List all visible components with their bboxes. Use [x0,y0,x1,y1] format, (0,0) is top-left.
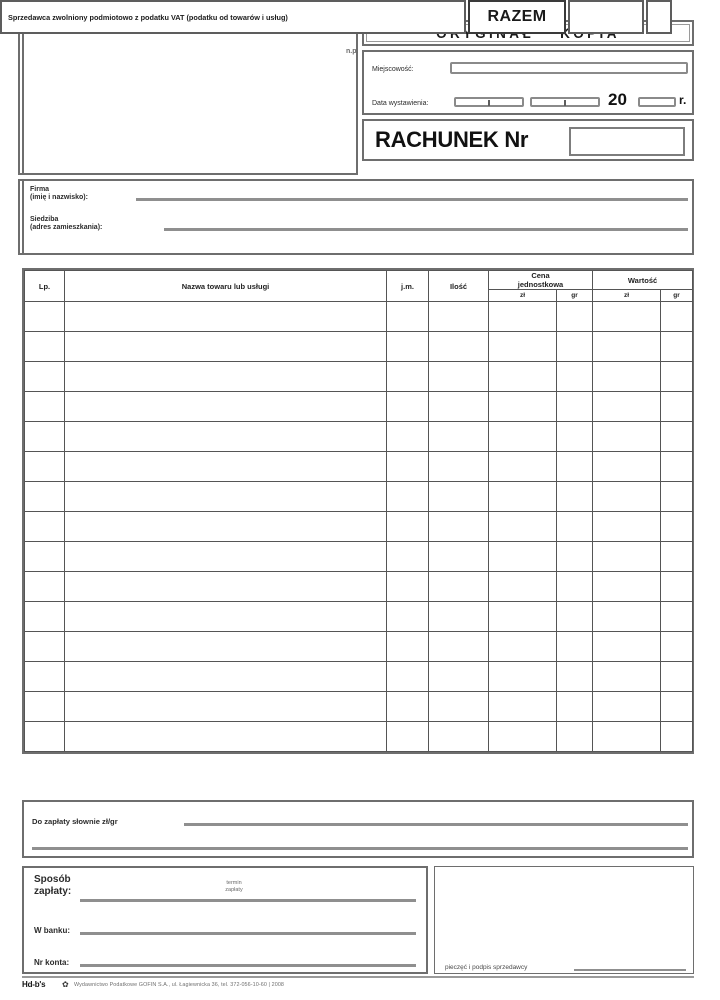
cell-name[interactable] [65,692,387,722]
cell-price-gr[interactable] [557,302,593,332]
cell-name[interactable] [65,392,387,422]
cell-price-zl[interactable] [489,602,557,632]
date-year-suffix: r. [679,93,687,107]
cell-price-zl[interactable] [489,422,557,452]
flower-icon: ✿ [62,980,69,989]
cell-lp[interactable] [25,722,65,752]
table-row [25,332,693,362]
cell-value-gr[interactable] [661,422,693,452]
table-row [25,662,693,692]
cell-price-gr[interactable] [557,542,593,572]
table-row [25,422,693,452]
cell-value-gr[interactable] [661,362,693,392]
cell-unit[interactable] [387,692,429,722]
cell-lp[interactable] [25,452,65,482]
bank-input[interactable] [80,932,416,935]
cell-qty[interactable] [429,302,489,332]
cell-price-zl[interactable] [489,692,557,722]
vat-exemption-note [0,0,466,34]
cell-price-gr[interactable] [557,662,593,692]
table-row [25,392,693,422]
cell-price-gr[interactable] [557,722,593,752]
payment-term-hint-line1: termin [226,880,242,886]
table-row [25,512,693,542]
cell-qty[interactable] [429,512,489,542]
th-unit-price-line2: jednostkowa [517,280,564,289]
table-row [25,302,693,332]
th-value: Wartość [593,271,693,290]
cell-value-gr[interactable] [661,452,693,482]
amount-in-words-input-line1[interactable] [184,823,688,826]
city-input[interactable] [450,62,688,74]
cell-qty[interactable] [429,422,489,452]
buyer-siedziba-input[interactable] [164,228,688,231]
cell-price-gr[interactable] [557,392,593,422]
city-date-section [362,50,694,115]
buyer-firma-label-line1: Firma [30,186,50,193]
th-unit: j.m. [387,271,429,302]
bank-label: W banku: [34,926,70,935]
cell-lp[interactable] [25,392,65,422]
th-unit-price-line1: Cena [531,271,550,280]
page-title-nr: Nr [504,127,529,152]
date-label: Data wystawienia: [372,100,429,107]
cell-lp[interactable] [25,482,65,512]
date-year-input[interactable] [638,97,676,107]
cell-value-gr[interactable] [661,512,693,542]
cell-name[interactable] [65,512,387,542]
cell-value-gr[interactable] [661,482,693,512]
amount-in-words-input-line2[interactable] [32,847,688,850]
table-row [25,602,693,632]
cell-qty[interactable] [429,662,489,692]
cell-name[interactable] [65,572,387,602]
cell-unit[interactable] [387,392,429,422]
cell-price-zl[interactable] [489,722,557,752]
cell-qty[interactable] [429,632,489,662]
cell-price-zl[interactable] [489,632,557,662]
table-row [25,362,693,392]
cell-qty[interactable] [429,692,489,722]
cell-value-gr[interactable] [661,332,693,362]
th-unit-price [489,271,593,290]
amount-in-words-section [22,800,694,858]
cell-price-zl[interactable] [489,362,557,392]
cell-value-gr[interactable] [661,692,693,722]
cell-unit[interactable] [387,482,429,512]
totals-row [0,0,672,34]
cell-name[interactable] [65,542,387,572]
cell-value-zl[interactable] [593,602,661,632]
cell-lp[interactable] [25,302,65,332]
page-title [375,127,528,153]
cell-name[interactable] [65,452,387,482]
signature-caption: pieczęć i podpis sprzedawcy [442,964,530,971]
cell-unit[interactable] [387,662,429,692]
items-table-body [25,302,693,752]
cell-value-zl[interactable] [593,452,661,482]
account-label: Nr konta: [34,958,70,967]
th-name: Nazwa towaru lub usługi [65,271,387,302]
cell-name[interactable] [65,332,387,362]
cell-qty[interactable] [429,572,489,602]
signature-caption-rule [574,969,686,971]
payment-method-section [22,866,428,974]
items-header-row-main [25,271,693,290]
cell-name[interactable] [65,302,387,332]
items-table-head [25,271,693,302]
seller-details-field[interactable] [22,20,358,175]
cell-value-zl[interactable] [593,302,661,332]
account-input[interactable] [80,964,416,967]
cell-value-zl[interactable] [593,692,661,722]
cell-price-gr[interactable] [557,332,593,362]
cell-price-gr[interactable] [557,572,593,602]
cell-qty[interactable] [429,542,489,572]
cell-lp[interactable] [25,632,65,662]
cell-unit[interactable] [387,602,429,632]
amount-in-words-label: Do zapłaty słownie zł/gr [32,817,118,826]
cell-unit[interactable] [387,572,429,602]
cell-price-gr[interactable] [557,632,593,662]
cell-lp[interactable] [25,422,65,452]
cell-value-gr[interactable] [661,392,693,422]
cell-name[interactable] [65,632,387,662]
cell-value-gr[interactable] [661,302,693,332]
cell-value-zl[interactable] [593,362,661,392]
cell-name[interactable] [65,362,387,392]
cell-value-zl[interactable] [593,542,661,572]
payment-method-label-line2: zapłaty: [34,886,72,897]
razem-label-cell [468,0,566,34]
cell-name[interactable] [65,422,387,452]
cell-price-zl[interactable] [489,542,557,572]
cell-qty[interactable] [429,722,489,752]
cell-value-zl[interactable] [593,422,661,452]
cell-price-zl[interactable] [489,572,557,602]
cell-name[interactable] [65,602,387,632]
cell-lp[interactable] [25,512,65,542]
th-lp: Lp. [25,271,65,302]
cell-value-gr[interactable] [661,722,693,752]
page-title-text: RACHUNEK [375,127,499,152]
cell-price-zl[interactable] [489,662,557,692]
cell-qty[interactable] [429,332,489,362]
th-price-zl: zł [489,290,557,302]
invoice-number-input[interactable] [569,127,685,156]
buyer-siedziba-label-line2: (adres zamieszkania): [30,224,103,231]
cell-name[interactable] [65,662,387,692]
date-sep-2 [564,100,566,106]
cell-price-zl[interactable] [489,302,557,332]
vat-exemption-text: Sprzedawca zwolniony podmiotowo z podatku VAT (podatku od towarów i usług) [8,12,288,22]
cell-value-zl[interactable] [593,722,661,752]
cell-lp[interactable] [25,692,65,722]
date-sep-1 [488,100,490,106]
th-price-gr: gr [557,290,593,302]
cell-price-zl[interactable] [489,332,557,362]
cell-lp[interactable] [25,662,65,692]
date-year-prefix: 20 [608,90,627,109]
cell-value-gr[interactable] [661,542,693,572]
cell-price-gr[interactable] [557,512,593,542]
table-row [25,452,693,482]
cell-lp[interactable] [25,602,65,632]
footer [22,980,694,996]
items-table [24,270,693,752]
footer-publisher: Wydawnictwo Podatkowe GOFIN S.A., ul. Łagiewnicka 36, tel. 372-056-10-60 | 2008 [74,982,285,988]
cell-price-zl[interactable] [489,512,557,542]
th-value-zl: zł [593,290,661,302]
payment-term-hint [210,880,258,894]
items-table-container [22,268,694,754]
razem-gr-input[interactable] [646,0,672,34]
cell-unit[interactable] [387,422,429,452]
cell-value-zl[interactable] [593,632,661,662]
cell-price-zl[interactable] [489,452,557,482]
payment-method-input[interactable] [80,899,416,902]
cell-unit[interactable] [387,512,429,542]
table-row [25,482,693,512]
th-value-gr: gr [661,290,693,302]
cell-unit[interactable] [387,362,429,392]
cell-name[interactable] [65,722,387,752]
razem-label: RAZEM [487,8,547,25]
cell-value-zl[interactable] [593,662,661,692]
cell-unit[interactable] [387,302,429,332]
cell-price-gr[interactable] [557,362,593,392]
payment-method-label-line1: Sposób [34,874,71,885]
cell-value-zl[interactable] [593,392,661,422]
cell-price-gr[interactable] [557,452,593,482]
city-label: Miejscowość: [372,66,414,73]
footer-divider [22,976,694,978]
cell-qty[interactable] [429,482,489,512]
cell-qty[interactable] [429,452,489,482]
cell-name[interactable] [65,482,387,512]
cell-unit[interactable] [387,542,429,572]
table-row [25,632,693,662]
cell-qty[interactable] [429,392,489,422]
cell-price-gr[interactable] [557,422,593,452]
cell-value-zl[interactable] [593,332,661,362]
seller-signature-field[interactable] [434,866,694,974]
cell-unit[interactable] [387,452,429,482]
cell-lp[interactable] [25,362,65,392]
buyer-details-section [22,179,694,255]
cell-value-gr[interactable] [661,632,693,662]
table-row [25,722,693,752]
cell-value-zl[interactable] [593,572,661,602]
table-row [25,692,693,722]
cell-unit[interactable] [387,722,429,752]
cell-value-gr[interactable] [661,662,693,692]
cell-price-gr[interactable] [557,602,593,632]
footer-product-code: Hd-b's [22,980,46,989]
cell-price-gr[interactable] [557,692,593,722]
table-row [25,542,693,572]
cell-lp[interactable] [25,332,65,362]
cell-price-zl[interactable] [489,482,557,512]
cell-unit[interactable] [387,632,429,662]
buyer-siedziba-label-line1: Siedziba [30,216,59,223]
cell-lp[interactable] [25,542,65,572]
cell-value-gr[interactable] [661,572,693,602]
razem-zl-input[interactable] [568,0,644,34]
cell-qty[interactable] [429,602,489,632]
buyer-firma-input[interactable] [136,198,688,201]
cell-unit[interactable] [387,332,429,362]
invoice-title-section [362,119,694,161]
cell-qty[interactable] [429,362,489,392]
np-marker: n.p. [346,48,359,55]
payment-term-hint-line2: zapłaty [225,887,243,893]
th-qty: Ilość [429,271,489,302]
cell-price-gr[interactable] [557,482,593,512]
cell-price-zl[interactable] [489,392,557,422]
cell-lp[interactable] [25,572,65,602]
buyer-firma-label-line2: (imię i nazwisko): [30,194,88,201]
cell-value-zl[interactable] [593,482,661,512]
cell-value-gr[interactable] [661,602,693,632]
table-row [25,572,693,602]
cell-value-zl[interactable] [593,512,661,542]
